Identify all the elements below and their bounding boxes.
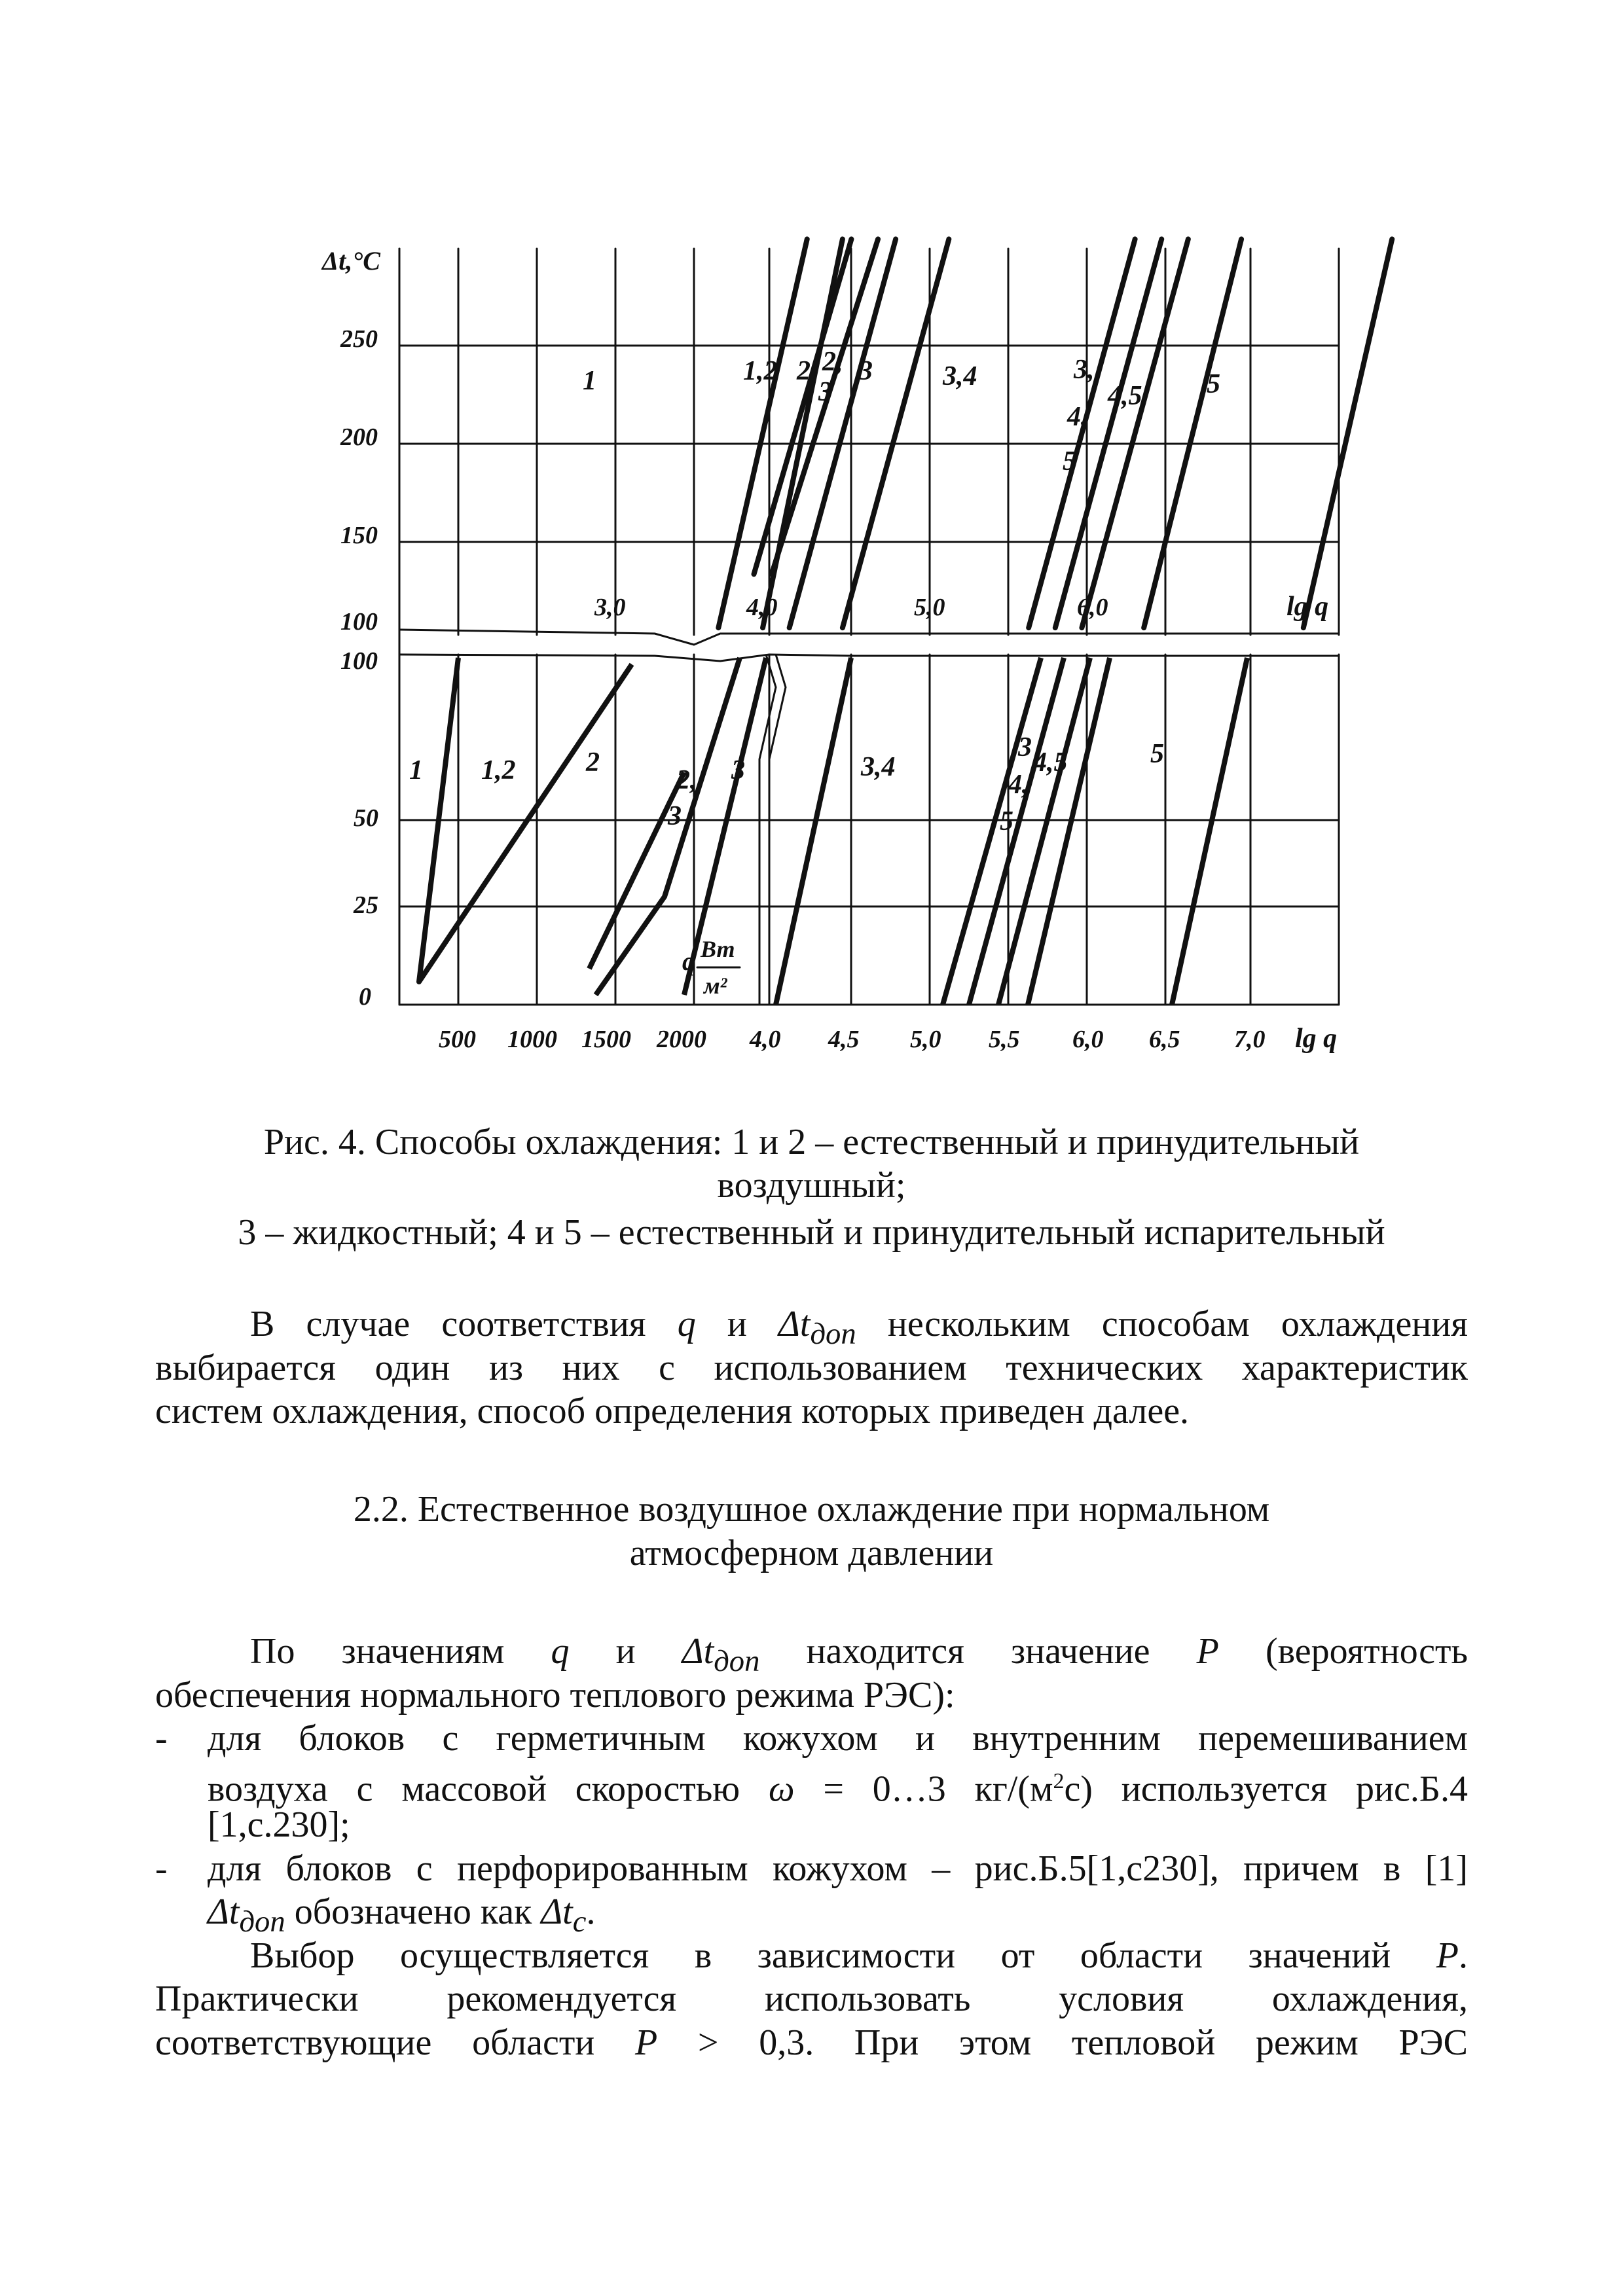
lower-region-label: 2, bbox=[676, 765, 697, 795]
bullet-dash: - bbox=[155, 1848, 168, 1889]
upper-x-axis bbox=[399, 630, 1339, 645]
q-axis-label: q bbox=[682, 946, 695, 976]
bullet-dash: - bbox=[155, 1718, 168, 1759]
section-heading-line1: 2.2. Естественное воздушное охлаждение при нормальном bbox=[353, 1489, 1270, 1530]
bullet-1-line1: для блоков с герметичным кожухом и внутренним перемешиванием bbox=[208, 1718, 1468, 1759]
paragraph-3-line2: Практически рекомендуется использовать условия охлаждения, bbox=[155, 1979, 1468, 2019]
upper-region-label: 3 bbox=[818, 377, 832, 407]
lower-region-label: 4, bbox=[1008, 770, 1029, 800]
upper-region-label: 2, bbox=[822, 347, 843, 377]
boundary-line-upper bbox=[1055, 239, 1161, 628]
upper-region-label: 5 bbox=[1207, 369, 1220, 399]
axis-break-a bbox=[759, 655, 776, 1005]
lower-top-boundary bbox=[399, 655, 1339, 661]
lower-region-label: 1 bbox=[409, 755, 423, 785]
lower-y-tick: 0 bbox=[359, 983, 371, 1011]
lower-region-label: 5 bbox=[1150, 739, 1164, 769]
lower-x-tick-lgq: 5,5 bbox=[989, 1026, 1020, 1053]
lower-y-tick: 25 bbox=[354, 891, 378, 919]
boundary-line-lower bbox=[776, 658, 851, 1005]
lower-x-tick-q: 500 bbox=[439, 1026, 476, 1053]
lower-region-label: 2 bbox=[586, 747, 600, 778]
upper-y-tick: 200 bbox=[340, 423, 378, 451]
boundary-line-upper bbox=[1082, 239, 1188, 628]
upper-region-label: 3,4 bbox=[943, 361, 977, 391]
lower-x-tick-q: 1500 bbox=[581, 1026, 631, 1053]
lower-x-tick-lgq: 6,5 bbox=[1149, 1026, 1180, 1053]
upper-region-label: 3 bbox=[859, 356, 873, 386]
lower-x-axis-label: lg q bbox=[1295, 1024, 1338, 1054]
upper-region-label: 4, bbox=[1067, 402, 1088, 432]
lower-x-tick-q: 2000 bbox=[657, 1026, 706, 1053]
upper-region-label: 2 bbox=[797, 356, 811, 386]
boundary-line-upper bbox=[1144, 239, 1241, 628]
paragraph-2-line2: обеспечения нормального теплового режима РЭС): bbox=[155, 1675, 955, 1715]
lower-y-tick: 100 bbox=[340, 647, 378, 675]
upper-y-tick: 250 bbox=[340, 325, 378, 353]
boundary-line-upper bbox=[1029, 239, 1135, 628]
upper-y-tick: 150 bbox=[340, 522, 378, 549]
upper-x-tick: 5,0 bbox=[914, 594, 945, 621]
chart-lines bbox=[419, 239, 1392, 1005]
upper-region-label: 1 bbox=[583, 366, 596, 396]
paragraph-1-line3: систем охлаждения, способ определения которых приведен далее. bbox=[155, 1391, 1190, 1431]
upper-y-axis-label: Δt,°C bbox=[322, 246, 380, 276]
lower-region-label: 3,4 bbox=[861, 752, 896, 782]
boundary-line-lower bbox=[1172, 658, 1247, 1005]
figure-caption-line1: Рис. 4. Способы охлаждения: 1 и 2 – естественный и принудительный bbox=[263, 1122, 1360, 1162]
bullet-1-line3: [1,с.230]; bbox=[208, 1804, 350, 1845]
lower-x-tick-lgq: 6,0 bbox=[1072, 1026, 1104, 1053]
upper-region-label: 4,5 bbox=[1108, 381, 1142, 411]
lower-x-tick-lgq: 4,0 bbox=[750, 1026, 781, 1053]
lower-x-tick-q: 1000 bbox=[507, 1026, 557, 1053]
lower-region-label: 1,2 bbox=[481, 755, 516, 785]
upper-x-tick: 4,0 bbox=[746, 594, 778, 621]
paragraph-2-line1: По значениям q и $\Delta t_{доп}$ находится значение P (вероятность bbox=[250, 1631, 1468, 1679]
lower-x-tick-lgq: 7,0 bbox=[1234, 1026, 1266, 1053]
lower-region-label: 3 bbox=[668, 801, 682, 831]
bullet-1-line2: воздуха с массовой скоростью ω = 0…3 $кг/(м^2с)$ используется рис.Б.4 bbox=[208, 1768, 1468, 1810]
q-unit-numerator: Вт bbox=[701, 936, 735, 962]
upper-region-label: 3, bbox=[1074, 355, 1095, 385]
paragraph-1-line2: выбирается один из них с использованием технических характеристик bbox=[155, 1348, 1468, 1388]
section-heading-line2: атмосферном давлении bbox=[629, 1533, 994, 1573]
paragraph-3-line1: Выбор осуществляется в зависимости от области значений P. bbox=[250, 1935, 1468, 1976]
lower-region-label: 5 bbox=[1000, 806, 1013, 836]
paragraph-3-line3: соответствующие области P > 0,3. При этом тепловой режим РЭС bbox=[155, 2022, 1468, 2063]
upper-region-label: 5 bbox=[1063, 446, 1076, 476]
lower-region-label: 3 bbox=[731, 755, 745, 785]
lower-region-label: 4,5 bbox=[1033, 747, 1068, 778]
upper-region-label: 1,2 bbox=[743, 356, 778, 386]
figure-caption-line3: 3 – жидкостный; 4 и 5 – естественный и принудительный испарительный bbox=[238, 1212, 1385, 1253]
bullet-2-line1: для блоков с перфорированным кожухом – рис.Б.5[1,с230], причем в [1] bbox=[208, 1848, 1468, 1889]
upper-y-tick: 100 bbox=[340, 608, 378, 636]
upper-x-tick: 6,0 bbox=[1077, 594, 1108, 621]
cooling-methods-chart bbox=[0, 0, 1623, 1126]
lower-x-tick-lgq: 5,0 bbox=[910, 1026, 941, 1053]
lower-y-tick: 50 bbox=[354, 804, 378, 832]
bullet-2-line2: $\Delta t_{доп}$ обозначено как $\Delta t_с$. bbox=[208, 1892, 596, 1939]
boundary-line-lower bbox=[969, 658, 1064, 1005]
upper-x-tick: 3,0 bbox=[594, 594, 626, 621]
lower-x-tick-lgq: 4,5 bbox=[828, 1026, 860, 1053]
boundary-line-lower bbox=[1028, 658, 1110, 1005]
upper-x-axis-label: lg q bbox=[1286, 592, 1329, 622]
boundary-line-upper bbox=[1304, 239, 1392, 628]
q-unit-denominator: м² bbox=[704, 973, 727, 999]
paragraph-1-line1: В случае соответствия q и $\Delta t_{доп}$ нескольким способам охлаждения bbox=[250, 1304, 1468, 1352]
lower-region-label: 3 bbox=[1018, 732, 1032, 762]
figure-caption-line2: воздушный; bbox=[717, 1165, 906, 1206]
boundary-line-lower bbox=[943, 658, 1041, 1005]
